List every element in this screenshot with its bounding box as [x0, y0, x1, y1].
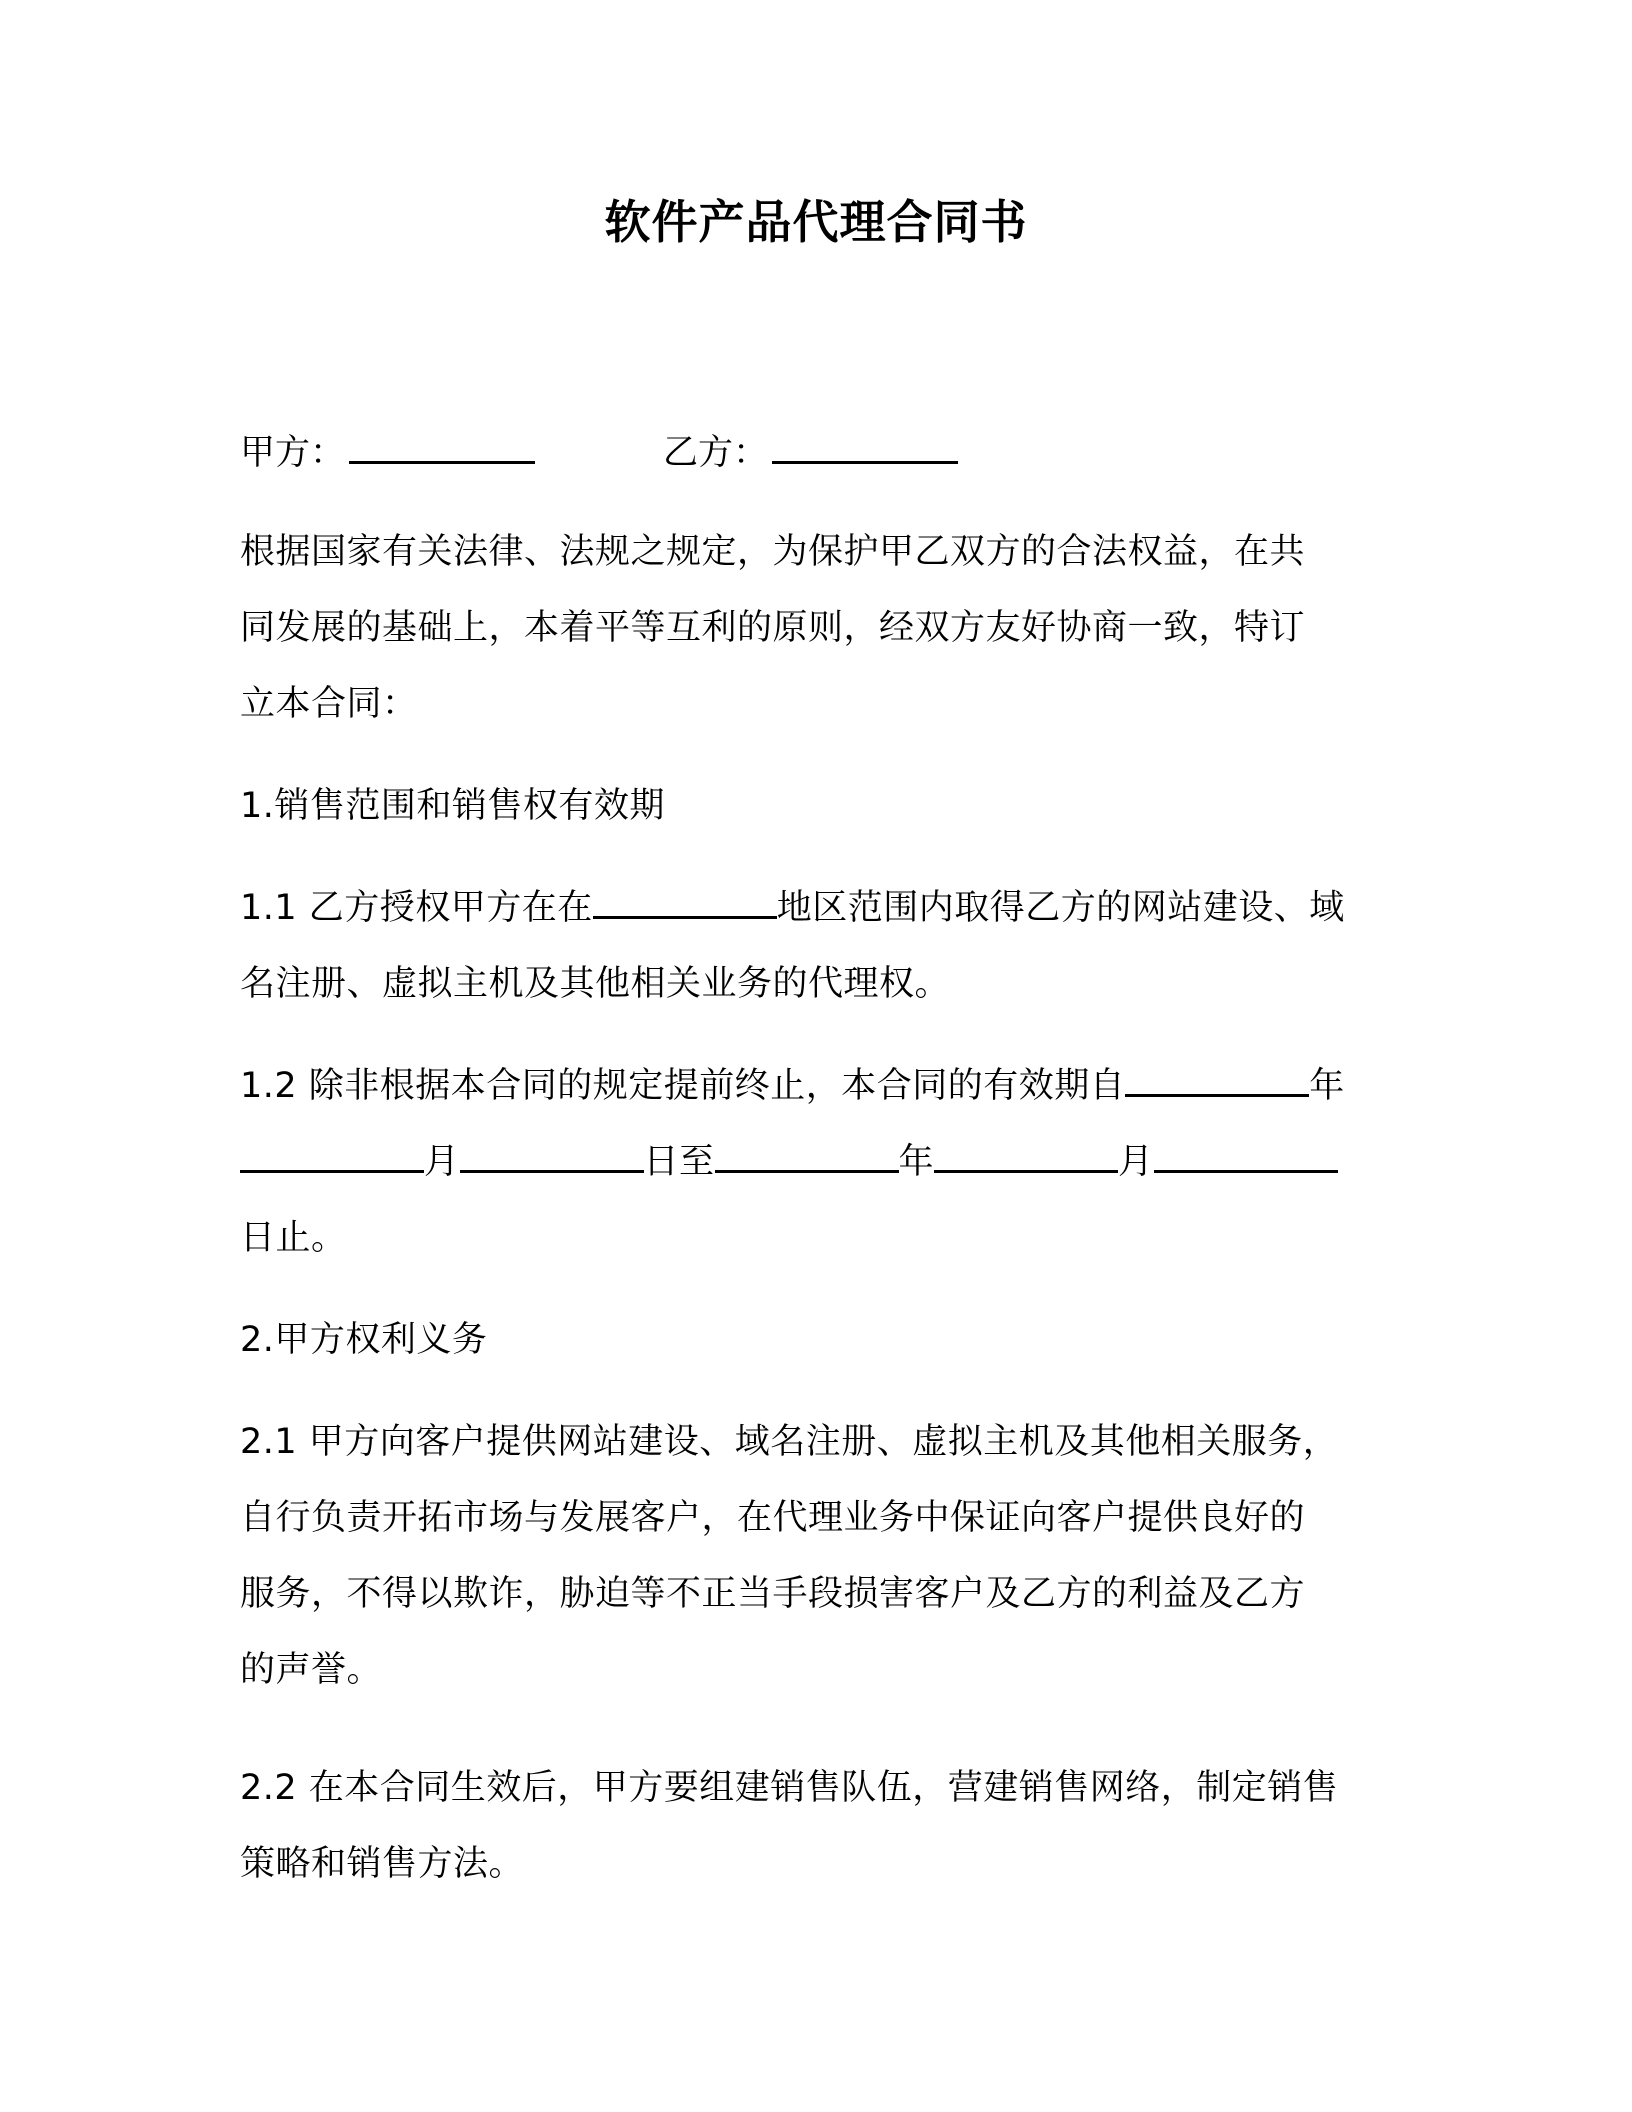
end-year-blank[interactable] [715, 1140, 899, 1173]
month-unit: 月 [424, 1142, 460, 1182]
party-b-label: 乙方： [663, 433, 769, 473]
end-month-unit: 月 [1118, 1142, 1154, 1182]
section-1-heading: 1.销售范围和销售权有效期 [240, 786, 665, 826]
party-b [663, 428, 958, 478]
start-day-blank[interactable] [460, 1140, 644, 1173]
start-month-blank[interactable] [240, 1140, 424, 1173]
clause-1-1-text-before: 1.1 乙方授权甲方在在 [240, 888, 593, 928]
end-year-unit: 年 [898, 1142, 935, 1182]
clause-1-2-line-3: 日止。 [240, 1218, 347, 1258]
clause-1-2-line-2 [240, 1137, 1338, 1187]
preamble-line-2: 同发展的基础上，本着平等互利的原则，经双方友好协商一致，特订 [240, 608, 1306, 648]
party-a-label: 甲方： [240, 433, 346, 473]
section-2-heading: 2.甲方权利义务 [240, 1320, 488, 1360]
end-day-blank[interactable] [1154, 1140, 1338, 1173]
clause-2-1-line-1: 2.1 甲方向客户提供网站建设、域名注册、虚拟主机及其他相关服务， [240, 1422, 1339, 1462]
clause-1-1-line-2: 名注册、虚拟主机及其他相关业务的代理权。 [240, 964, 951, 1004]
clause-1-2-text-before: 1.2 除非根据本合同的规定提前终止，本合同的有效期自 [240, 1066, 1126, 1106]
party-a [240, 428, 535, 478]
clause-1-1-text-after: 地区范围内取得乙方的网站建设、域 [776, 888, 1345, 928]
preamble-line-1: 根据国家有关法律、法规之规定，为保护甲乙双方的合法权益，在共 [240, 532, 1306, 572]
year-unit: 年 [1309, 1066, 1345, 1106]
preamble-line-3: 立本合同： [240, 684, 418, 724]
clause-2-1-line-3: 服务，不得以欺诈，胁迫等不正当手段损害客户及乙方的利益及乙方 [240, 1574, 1306, 1614]
region-blank[interactable] [593, 886, 777, 919]
end-month-blank[interactable] [934, 1140, 1118, 1173]
day-to-unit: 日至 [643, 1142, 715, 1182]
party-a-blank[interactable] [349, 431, 535, 464]
clause-1-1-line-1 [240, 883, 1345, 933]
party-b-blank[interactable] [772, 431, 958, 464]
clause-2-1-line-2: 自行负责开拓市场与发展客户，在代理业务中保证向客户提供良好的 [240, 1498, 1306, 1538]
document-title: 软件产品代理合同书 [604, 195, 1028, 249]
clause-2-1-line-4: 的声誉。 [240, 1650, 383, 1690]
clause-1-2-line-1 [240, 1061, 1345, 1111]
clause-2-2-line-1: 2.2 在本合同生效后，甲方要组建销售队伍，营建销售网络，制定销售 [240, 1768, 1339, 1808]
clause-2-2-line-2: 策略和销售方法。 [240, 1844, 525, 1884]
start-year-blank[interactable] [1125, 1064, 1309, 1097]
